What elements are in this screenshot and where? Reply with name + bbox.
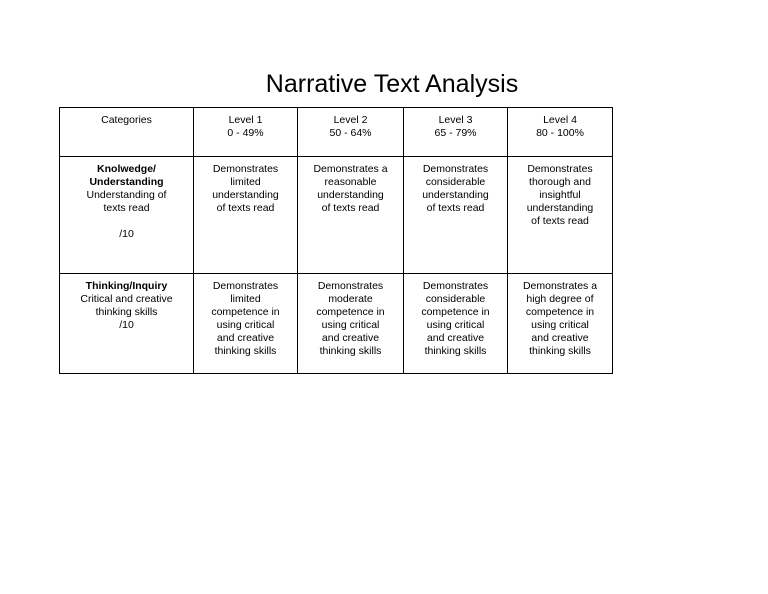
- descriptor-line: of texts read: [426, 202, 485, 214]
- level-name: Level 1: [228, 114, 263, 126]
- descriptor-line: Demonstrates: [317, 280, 384, 292]
- descriptor-line: understanding: [212, 189, 279, 201]
- descriptor-line: understanding: [317, 189, 384, 201]
- descriptor-line: insightful: [539, 189, 581, 201]
- descriptor-line: Demonstrates a: [313, 163, 388, 175]
- category-description: Critical and creative: [80, 293, 173, 305]
- descriptor-line: thinking skills: [214, 345, 277, 357]
- header-categories: [60, 108, 194, 157]
- rubric-table: [59, 107, 613, 374]
- descriptor-line: Demonstrates: [212, 280, 279, 292]
- descriptor-line: using critical: [426, 319, 485, 331]
- descriptor-line: Demonstrates: [422, 280, 489, 292]
- descriptor-cell: [404, 274, 508, 374]
- descriptor-line: moderate: [328, 293, 373, 305]
- descriptor-line: of texts read: [216, 202, 275, 214]
- descriptor-cell: [194, 274, 298, 374]
- descriptor-line: of texts read: [321, 202, 380, 214]
- page-title: Narrative Text Analysis: [265, 70, 519, 98]
- category-description: thinking skills: [95, 306, 158, 318]
- descriptor-cell: [508, 274, 613, 374]
- descriptor-line: of texts read: [531, 215, 589, 227]
- category-title: Knolwedge/: [97, 163, 156, 175]
- descriptor-line: and creative: [531, 332, 589, 344]
- descriptor-line: using critical: [531, 319, 589, 331]
- descriptor-line: reasonable: [324, 176, 377, 188]
- descriptor-line: competence in: [525, 306, 595, 318]
- descriptor-line: thinking skills: [319, 345, 382, 357]
- descriptor-line: Demonstrates: [527, 163, 593, 175]
- level-name: Level 3: [438, 114, 473, 126]
- descriptor-line: and creative: [426, 332, 485, 344]
- category-score: /10: [119, 319, 134, 331]
- descriptor-cell: [298, 274, 404, 374]
- category-title: Understanding: [89, 176, 164, 188]
- descriptor-line: competence in: [316, 306, 385, 318]
- header-row: [60, 108, 613, 157]
- header-level-4: [508, 108, 613, 157]
- descriptor-line: using critical: [321, 319, 380, 331]
- descriptor-line: Demonstrates: [422, 163, 489, 175]
- descriptor-line: thorough and: [529, 176, 591, 188]
- descriptor-line: thinking skills: [529, 345, 591, 357]
- category-description: texts read: [103, 202, 150, 214]
- header-level-1: [194, 108, 298, 157]
- descriptor-line: limited: [230, 176, 261, 188]
- category-thinking: [60, 274, 194, 374]
- header-level-3: [404, 108, 508, 157]
- descriptor-line: Demonstrates a: [522, 280, 598, 292]
- descriptor-line: understanding: [422, 189, 489, 201]
- descriptor-line: competence in: [211, 306, 280, 318]
- descriptor-line: and creative: [216, 332, 275, 344]
- descriptor-line: limited: [230, 293, 261, 305]
- level-name: Level 2: [333, 114, 368, 126]
- descriptor-line: and creative: [321, 332, 380, 344]
- descriptor-cell: [194, 157, 298, 274]
- descriptor-line: considerable: [425, 176, 486, 188]
- row-knowledge: [60, 157, 613, 274]
- descriptor-line: considerable: [425, 293, 486, 305]
- level-range: 0 - 49%: [227, 127, 264, 139]
- descriptor-line: competence in: [421, 306, 490, 318]
- header-categories-label: Categories: [101, 114, 152, 126]
- level-range: 65 - 79%: [434, 127, 477, 139]
- level-name: Level 4: [543, 114, 577, 126]
- category-title: Thinking/Inquiry: [85, 280, 168, 292]
- level-range: 80 - 100%: [536, 127, 584, 139]
- descriptor-line: Demonstrates: [212, 163, 279, 175]
- level-range: 50 - 64%: [329, 127, 372, 139]
- category-knowledge: [60, 157, 194, 274]
- header-level-2: [298, 108, 404, 157]
- descriptor-line: using critical: [216, 319, 275, 331]
- descriptor-line: high degree of: [526, 293, 594, 305]
- descriptor-cell: [508, 157, 613, 274]
- category-description: Understanding of: [86, 189, 167, 201]
- descriptor-line: thinking skills: [424, 345, 487, 357]
- descriptor-cell: [298, 157, 404, 274]
- category-score: /10: [119, 228, 134, 240]
- row-thinking: [60, 274, 613, 374]
- descriptor-line: understanding: [526, 202, 594, 214]
- descriptor-cell: [404, 157, 508, 274]
